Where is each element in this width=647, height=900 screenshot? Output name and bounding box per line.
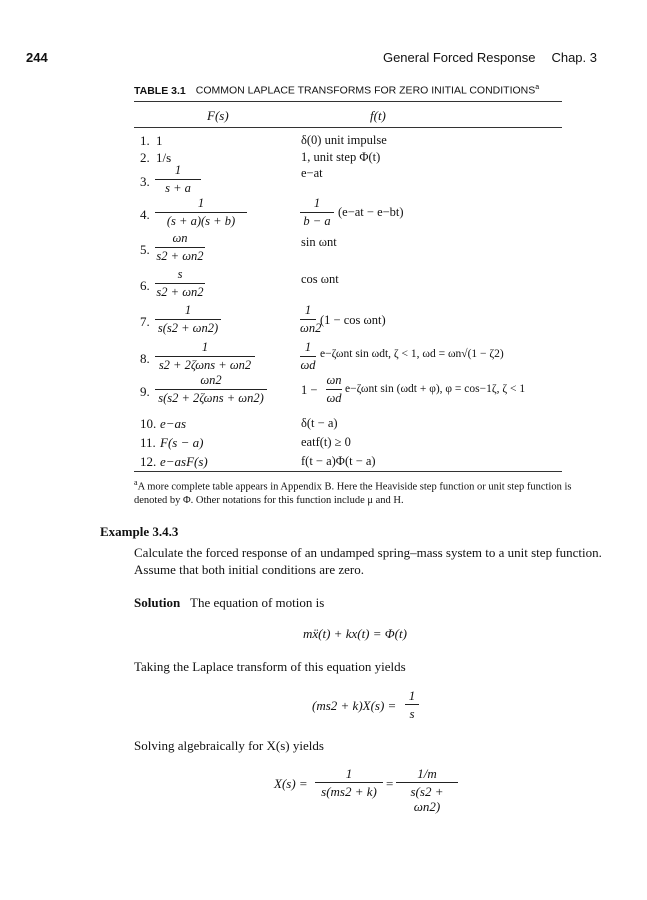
fs-fraction [155, 373, 267, 406]
numerator: 1 [201, 340, 209, 354]
numerator: ωn2 [200, 373, 222, 387]
ft-cell: cos ωnt [301, 272, 339, 286]
fs-cell: 1/s [156, 150, 172, 165]
column-header-ft: f(t) [370, 108, 386, 123]
ft-cell: f(t − a)Φ(t − a) [301, 454, 376, 468]
ft-cell: δ(t − a) [301, 416, 338, 430]
footnote-text: A more complete table appears in Appendix B. Here the Heaviside step function or unit step function is denoted by Φ. Other notations for this function include μ and H. [134, 481, 572, 506]
denominator: b − a [303, 214, 331, 228]
ft-cell: sin ωnt [301, 235, 337, 249]
denominator: s(s2 + 2ζωns + ωn2) [158, 391, 264, 405]
table-label: TABLE 3.1 [134, 84, 186, 97]
table-caption [134, 84, 539, 97]
example-heading: Example 3.4.3 [100, 524, 179, 539]
denominator: s(s2 + ωn2) [410, 784, 444, 814]
fs-fraction [155, 231, 205, 264]
text-solving: Solving algebraically for X(s) yields [134, 738, 324, 753]
solution-label: Solution [134, 595, 181, 610]
denominator: s(ms2 + k) [321, 784, 377, 799]
numerator: 1 [304, 303, 312, 317]
row-number: 3. [140, 174, 150, 189]
equation-xs-fraction-1 [315, 766, 383, 799]
section-title: General Forced Response [382, 50, 536, 65]
row-number: 6. [140, 278, 150, 293]
column-header-fs: F(s) [207, 108, 229, 123]
table-bottom-rule [134, 471, 562, 472]
denominator: (s + a)(s + b) [166, 214, 236, 228]
row-number: 2. [140, 150, 150, 165]
row-number: 10. [140, 416, 157, 431]
table-title-footnote-mark: a [535, 84, 540, 91]
numerator: 1 [174, 163, 182, 177]
denominator: s + a [165, 181, 191, 195]
row-number: 5. [140, 242, 150, 257]
row-number: 4. [140, 207, 150, 222]
fs-cell: 1 [156, 133, 163, 148]
text-laplace: Taking the Laplace transform of this equation yields [134, 659, 406, 674]
denominator: s2 + ωn2 [156, 285, 204, 299]
denominator: ωd [326, 391, 342, 405]
table-title: COMMON LAPLACE TRANSFORMS FOR ZERO INITIAL CONDITIONS [195, 84, 536, 97]
numerator: 1 [304, 340, 312, 354]
table-header-rule [134, 127, 562, 128]
numerator: 1/m [417, 766, 437, 781]
numerator: ωn [172, 231, 188, 245]
ft-cell: e−ζωnt sin (ωdt + φ), φ = cos−1ζ, ζ < 1 [345, 383, 526, 395]
ft-cell: δ(0) unit impulse [301, 133, 387, 147]
equation-xs-fraction-2 [396, 766, 458, 814]
numerator: ωn [326, 373, 342, 387]
fs-cell: e−as [160, 416, 187, 431]
ft-cell: e−at [301, 166, 323, 180]
fs-fraction [155, 267, 205, 300]
numerator: s [177, 267, 183, 281]
row-number: 7. [140, 314, 150, 329]
denominator: s2 + ωn2 [156, 249, 204, 263]
denominator: ωn2 [300, 321, 322, 335]
row-number: 8. [140, 351, 150, 366]
ft-fraction [326, 373, 342, 406]
equation-of-motion: mẍ(t) + kx(t) = Φ(t) [303, 626, 407, 641]
ft-fraction [300, 340, 316, 373]
ft-prefix: 1 − [301, 383, 318, 397]
equation-xs-lhs: X(s) = [274, 776, 308, 791]
solution-line [134, 594, 604, 611]
fs-cell: F(s − a) [160, 435, 204, 450]
fs-fraction [155, 303, 221, 336]
fs-fraction [155, 340, 255, 373]
numerator: 1 [184, 303, 192, 317]
ft-cell: e−ζωnt sin ωdt, ζ < 1, ωd = ωn√(1 − ζ2) [320, 348, 504, 360]
row-number: 12. [140, 454, 157, 469]
chapter-label: Chap. 3 [551, 50, 597, 65]
page-number: 244 [26, 50, 48, 65]
fs-cell: e−asF(s) [160, 454, 208, 469]
fs-fraction [155, 196, 247, 229]
ft-fraction [300, 196, 334, 229]
denominator: s(s2 + ωn2) [157, 321, 219, 335]
row-number: 11. [140, 435, 156, 450]
example-problem: Calculate the forced response of an undamped spring–mass system to a unit step function. Assume that both initial conditions are zero. [134, 545, 602, 577]
row-number: 9. [140, 384, 150, 399]
numerator: 1 [345, 766, 353, 781]
footnote-mark: a [134, 478, 138, 487]
table-footnote [134, 476, 574, 507]
ft-cell: eatf(t) ≥ 0 [301, 435, 351, 449]
equation-laplace-lhs: (ms2 + k)X(s) = [312, 698, 397, 713]
denominator: s2 + 2ζωns + ωn2 [158, 358, 252, 372]
ft-fraction [300, 303, 322, 336]
numerator: 1 [313, 196, 321, 210]
numerator: 1 [197, 196, 205, 210]
table-top-rule [134, 101, 562, 102]
ft-cell: (1 − cos ωnt) [320, 313, 386, 327]
row-number: 1. [140, 133, 150, 148]
denominator: ωd [300, 358, 316, 372]
denominator: s [409, 706, 415, 721]
solution-intro: The equation of motion is [190, 595, 325, 610]
equation-laplace-fraction [405, 688, 419, 721]
running-header [367, 50, 597, 65]
fs-fraction [155, 163, 201, 196]
equation-xs-equals: = [386, 776, 394, 791]
numerator: 1 [408, 688, 416, 703]
ft-cell: (e−at − e−bt) [338, 205, 404, 219]
ft-cell: 1, unit step Φ(t) [301, 150, 381, 164]
